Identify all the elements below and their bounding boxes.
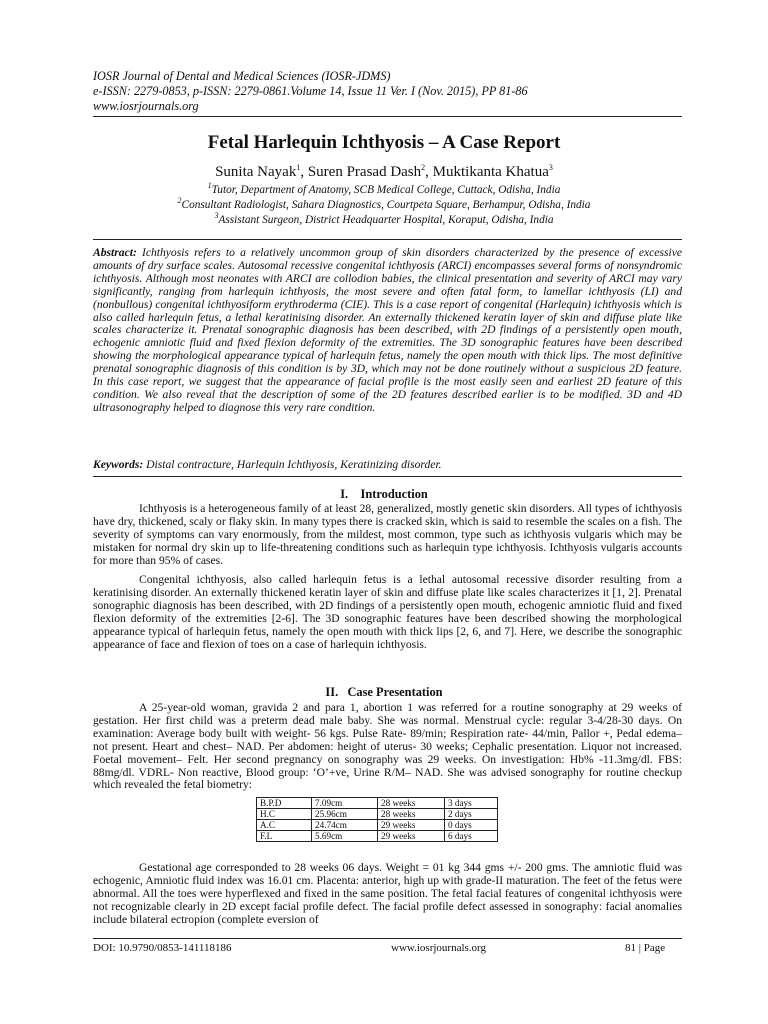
table-row bbox=[257, 820, 498, 831]
table-cell: A.C bbox=[257, 820, 312, 831]
keywords-label: Keywords: bbox=[93, 458, 144, 471]
author-mark: 2 bbox=[421, 163, 426, 172]
table-cell: 6 days bbox=[445, 831, 498, 842]
affiliation-text: Assistant Surgeon, District Headquarter Hospital, Koraput, Odisha, India bbox=[218, 214, 554, 226]
section-heading-introduction: I. Introduction bbox=[340, 487, 428, 501]
table-cell: 24.74cm bbox=[312, 820, 378, 831]
journal-website: www.iosrjournals.org bbox=[93, 99, 199, 113]
table-cell: 2 days bbox=[445, 809, 498, 820]
table-cell: 7.09cm bbox=[312, 798, 378, 809]
author-list: Sunita Nayak$^1$, Suren Prasad Dash$^2$, Muktikanta Khatua$^3$ bbox=[215, 163, 553, 180]
section-heading-case-presentation: II. Case Presentation bbox=[325, 685, 443, 699]
abstract-top-rule bbox=[93, 239, 682, 240]
footer-rule bbox=[93, 938, 682, 939]
table-cell: H.C bbox=[257, 809, 312, 820]
footer-page-number: 81 | Page bbox=[625, 942, 666, 954]
intro-paragraph-2: Congenital ichthyosis, also called harlequin fetus is a lethal autosomal recessive disorder resulting from a keratinising disorder. An externally thickened keratin layer of skin and diffuse plate like scales characterizes it [1, 2]. Prenatal sonographic diagnosis has been described, with 2D findings of a persistently open mouth, echogenic amniotic fluid and fixed flexion deformity of the extremities [2-6]. The 3D sonographic features have been described showing the morphological appearance typical of harlequin fetus, namely the open mouth with thick lips [2, 6, and 7]. Here, we describe the sonographic appearance of face and flexion of toes on a case of harlequin ichthyosis. bbox=[93, 573, 682, 651]
affiliation-mark: 1 bbox=[207, 181, 212, 191]
author-name: Suren Prasad Dash bbox=[307, 164, 422, 180]
table-row bbox=[257, 831, 498, 842]
abstract-text: Ichthyosis refers to a relatively uncommon group of skin disorders characterized by the presence of excessive amounts of dry surface scales. Autosomal recessive congenital ichthyosis (ARCI) encompasses several forms of nonsyndromic ichthyosis. Although most neonates with ARCI are collodion babies, the clinical presentation and severity of ARCI may vary significantly, ranging from harlequin ichthyosis, the most severe and often fatal form, to lamellar ichthyosis (LI) and (nonbullous) congenital ichthyosiform erythroderma (CIE). This is a case report of congenital (Harlequin) ichthyosis which is also called harlequin fetus, a lethal keratinising disorder. An externally thickened keratin layer of skin and diffuse plate like scales characterize it. Prenatal sonographic diagnosis has been described, with 2D findings of a persistently open mouth, echogenic amniotic fluid and fixed flexion deformity of the extremities. The 3D sonographic features have been described showing the morphological appearance typical of harlequin fetus, namely the open mouth with thick lips. The most definitive prenatal sonographic diagnosis of this condition is by 3D, which may not be done routinely without a suspicious 2D feature. In this case report, we suggest that the appearance of facial profile is the most easily seen and earliest 2D feature of this condition. We also reveal that the description of some of the 2D features described earlier is to be modified. 3D and 4D ultrasonography helped to diagnose this very rare condition. bbox=[93, 246, 682, 414]
affiliation-text: Tutor, Department of Anatomy, SCB Medical College, Cuttack, Odisha, India bbox=[211, 184, 561, 196]
affiliation-text: Consultant Radiologist, Sahara Diagnostics, Courtpeta Square, Berhampur, Odisha, India bbox=[181, 199, 591, 211]
table-cell: 3 days bbox=[445, 798, 498, 809]
affiliation-mark: 3 bbox=[214, 211, 219, 221]
footer-website: www.iosrjournals.org bbox=[391, 942, 487, 954]
case-paragraph-2: Gestational age corresponded to 28 weeks 06 days. Weight = 01 kg 344 gms +/- 200 gms. The amniotic fluid was echogenic, Amniotic fluid index was 16.01 cm. Placenta: anterior, high up with grade-II maturation. The feet of the fetus were abnormal. All the toes were hyperflexed and fixed in the same position. The fetal facial features of congenital ichthyosis were not recognizable clearly in 2D except facial profile defect. The facial profile defect assessed in sonography: facial anomalies include bilateral ectropion (complete eversion of bbox=[93, 861, 682, 926]
affiliation bbox=[0, 211, 768, 227]
paper-title: Fetal Harlequin Ichthyosis – A Case Report bbox=[207, 132, 561, 153]
keywords bbox=[93, 458, 682, 472]
table-cell: 28 weeks bbox=[378, 809, 445, 820]
table-row bbox=[257, 809, 498, 820]
case-paragraph-1: A 25-year-old woman, gravida 2 and para 1, abortion 1 was referred for a routine sonography at 29 weeks of gestation. Her first child was a preterm dead male baby. She was normal. Menstrual cycle: regular 3-4/28-30 days. On examination: Average body built with weight- 56 kgs. Pulse Rate- 89/min; Respiration rate- 44/min, Pallor +, Pedal edema‒ not present. Heart and chest‒ NAD. Per abdomen: height of uterus- 30 weeks; Cephalic presentation. Liquor not increased. Foetal movement‒ Felt. Her second pregnancy on sonography was 29 weeks. On investigation: Hb% -11.3mg/dl. FBS: 88mg/dl. VDRL- Non reactive, Blood group: ‘O’+ve, Urine R/M‒ NAD. She was advised sonography for routine checkup which revealed the fetal biometry: bbox=[93, 701, 682, 792]
author-mark: 1 bbox=[296, 163, 301, 172]
table-cell: 25.96cm bbox=[312, 809, 378, 820]
table-cell: 28 weeks bbox=[378, 798, 445, 809]
abstract-label: Abstract: bbox=[93, 246, 137, 259]
table-row bbox=[257, 798, 498, 809]
table-cell: 5.69cm bbox=[312, 831, 378, 842]
table-cell: 29 weeks bbox=[378, 831, 445, 842]
affiliation-mark: 2 bbox=[177, 196, 182, 206]
journal-name: IOSR Journal of Dental and Medical Sciences (IOSR-JDMS) bbox=[93, 69, 391, 83]
affiliation bbox=[0, 196, 768, 212]
table-cell: B.P.D bbox=[257, 798, 312, 809]
table-cell: 29 weeks bbox=[378, 820, 445, 831]
author-name: Sunita Nayak bbox=[215, 164, 297, 180]
header-rule bbox=[93, 116, 682, 117]
table-cell: 0 days bbox=[445, 820, 498, 831]
intro-paragraph-1: Ichthyosis is a heterogeneous family of at least 28, generalized, mostly genetic skin disorders. All types of ichthyosis have dry, thickened, scaly or flaky skin. In many types there is cracked skin, which is said to resemble the scales on a fish. The severity of symptoms can vary enormously, from the mildest, most common, type such as ichthyosis vulgaris which may be mistaken for normal dry skin up to life-threatening conditions such as harlequin type ichthyosis. Ichthyosis vulgaris accounts for more than 95% of cases. bbox=[93, 502, 682, 567]
abstract bbox=[93, 247, 682, 415]
keywords-text: Distal contracture, Harlequin Ichthyosis, Keratinizing disorder. bbox=[146, 458, 442, 471]
author-name: Muktikanta Khatua bbox=[432, 164, 549, 180]
author-mark: 3 bbox=[548, 163, 553, 172]
fetal-biometry-table bbox=[256, 797, 498, 842]
footer-doi: DOI: 10.9790/0853-141118186 bbox=[93, 942, 232, 954]
affiliation bbox=[0, 181, 768, 197]
table-cell: F.L bbox=[257, 831, 312, 842]
abstract-bottom-rule bbox=[93, 476, 682, 477]
journal-issn: e-ISSN: 2279-0853, p-ISSN: 2279-0861.Volume 14, Issue 11 Ver. I (Nov. 2015), PP 81-86 bbox=[93, 84, 528, 98]
